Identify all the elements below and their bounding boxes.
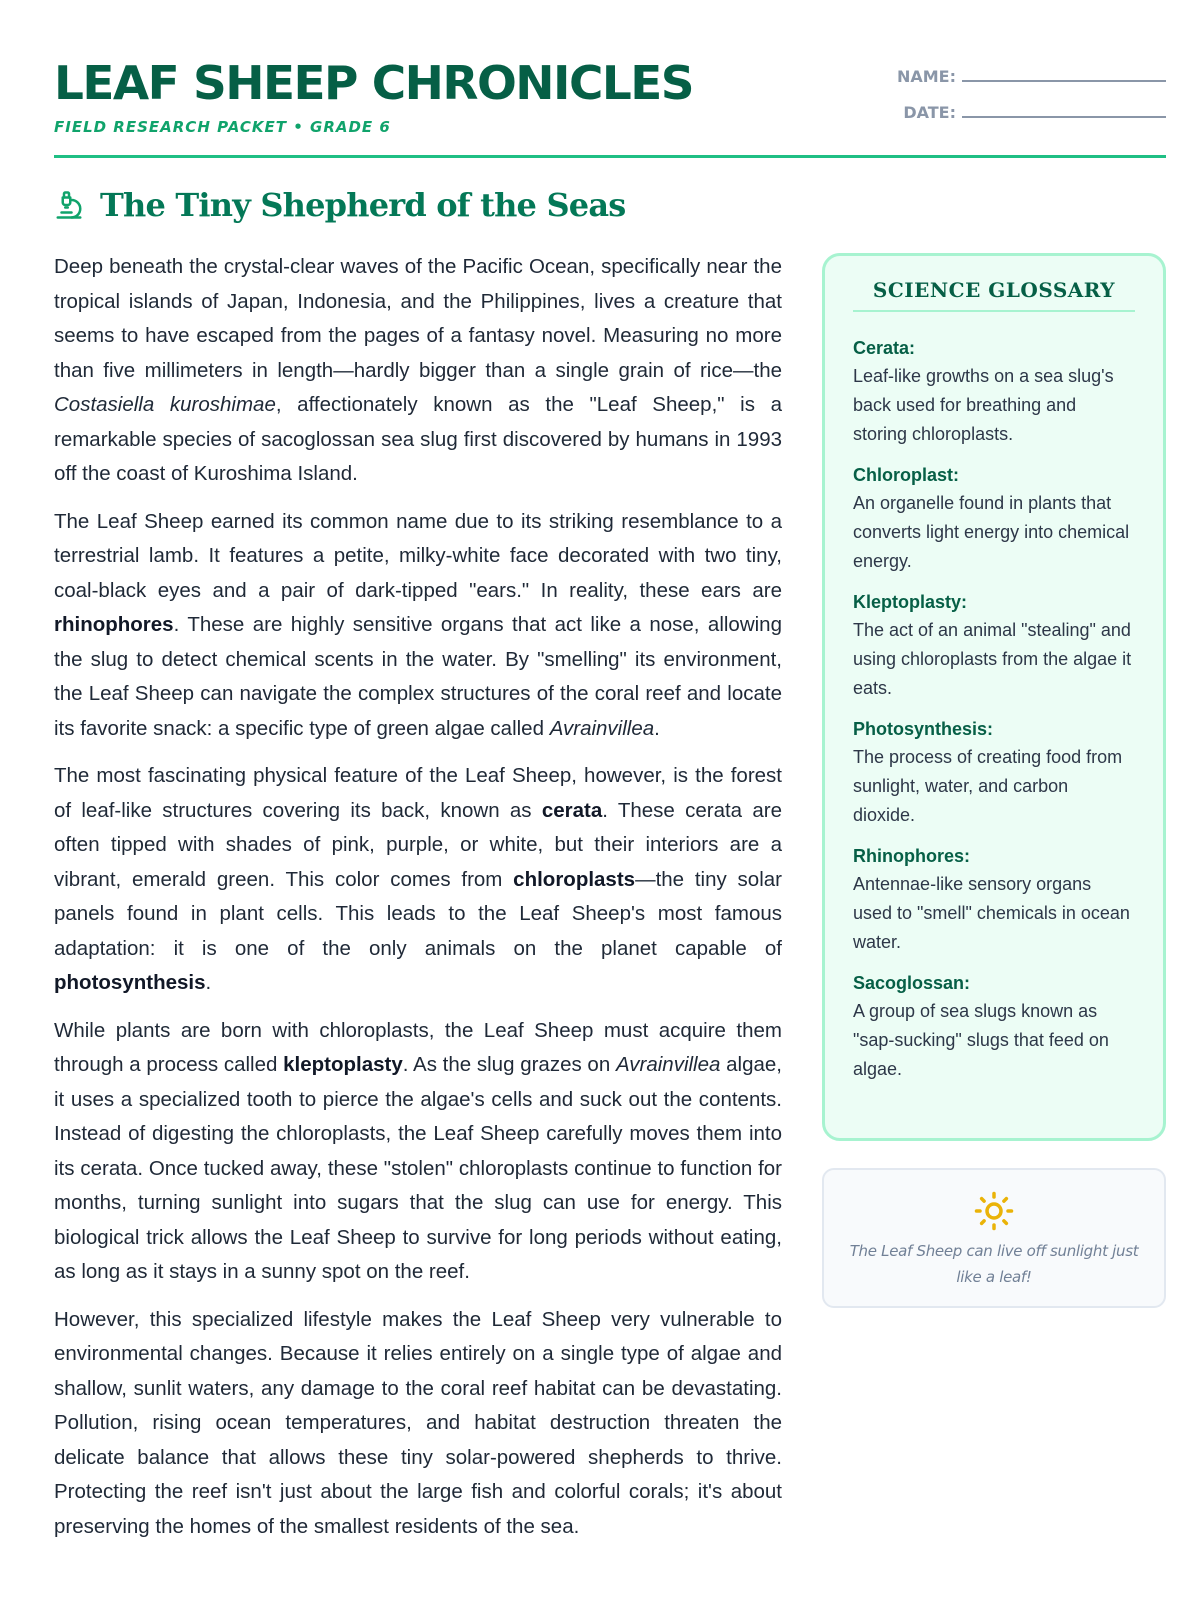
text-run: . As the slug grazes on: [402, 1053, 616, 1076]
document-subtitle: FIELD RESEARCH PACKET • GRADE 6: [54, 118, 391, 136]
text-run: . These cerata are often tipped with shades of pink, purple, or white, but their interiors are a vibrant, emerald green. This color comes from: [54, 798, 782, 891]
document-title: LEAF SHEEP CHRONICLES: [54, 56, 694, 110]
text-run: The Leaf Sheep earned its common name due to its striking resemblance to a terrestrial lamb. It features a petite, milky-white face decorated with two tiny, coal-black eyes and a pair of dark-tipped "ears." In reality, these ears are: [54, 509, 782, 602]
name-blank-line[interactable]: [962, 66, 1166, 82]
article-paragraph: [54, 1303, 782, 1545]
name-field[interactable]: [897, 66, 1166, 102]
text-run: Deep beneath the crystal-clear waves of the Pacific Ocean, specifically near the tropical islands of Japan, Indonesia, and the Philippines, lives a creature that seems to have escaped from the pages of a fantasy novel. Measuring no more than five millimeters in length—hardly bigger than a single grain of rice—the: [54, 255, 782, 382]
date-field[interactable]: [897, 102, 1166, 138]
date-label: DATE:: [903, 103, 956, 122]
glossary-term: Sacoglossan:: [853, 973, 971, 993]
glossary-definition: A group of sea slugs known as "sap-sucking" slugs that feed on algae.: [853, 1001, 1109, 1079]
glossary-title: SCIENCE GLOSSARY: [853, 278, 1135, 312]
sun-icon: [973, 1190, 1015, 1232]
section-title: The Tiny Shepherd of the Seas: [100, 186, 626, 224]
glossary-term: Photosynthesis:: [853, 719, 994, 739]
name-label: NAME:: [896, 67, 956, 86]
glossary-definition: An organelle found in plants that converts light energy into chemical energy.: [853, 493, 1130, 571]
glossary-term: Cerata:: [853, 338, 916, 358]
glossary-entry: [853, 461, 1135, 576]
species-name: Avrainvillea: [615, 1053, 721, 1076]
science-glossary: [822, 253, 1166, 1141]
article-paragraph: [54, 759, 782, 1001]
glossary-entry: [853, 334, 1135, 449]
section-heading: [54, 186, 625, 224]
page-header: [54, 56, 1166, 158]
glossary-definition: Antennae-like sensory organs used to "smell" chemicals in ocean water.: [853, 874, 1130, 952]
article-body: [54, 250, 782, 1557]
glossary-definition: The process of creating food from sunlight, water, and carbon dioxide.: [853, 747, 1123, 825]
text-run: The most fascinating physical feature of the Leaf Sheep, however, is the forest of leaf-like structures covering its back, known as: [54, 764, 782, 822]
glossary-term: Kleptoplasty:: [853, 592, 968, 612]
species-name: Costasiella kuroshimae: [54, 393, 276, 416]
article-paragraph: [54, 1014, 782, 1290]
microscope-icon: [54, 190, 84, 220]
glossary-entry: [853, 969, 1135, 1084]
key-term: cerata: [541, 798, 603, 822]
key-term: photosynthesis: [54, 971, 206, 994]
text-run: However, this specialized lifestyle makes the Leaf Sheep very vulnerable to environmental changes. Because it relies entirely on a single type of algae and shallow, sunlit waters, any damage to the coral reef habitat can be devastating. Pollution, rising ocean temperatures, and habitat destruction threaten the delicate balance that allows these tiny solar-powered shepherds to thrive. Protecting the reef isn't just about the large fish and colorful corals; it's about preserving the homes of the smallest residents of the sea.: [54, 1307, 782, 1538]
glossary-entry: [853, 588, 1135, 703]
glossary-term: Chloroplast:: [853, 465, 959, 485]
text-run: While plants are born with chloroplasts, the Leaf Sheep must acquire them through a process called: [54, 1018, 782, 1076]
species-name: Avrainvillea: [549, 716, 655, 740]
fun-fact-callout: [822, 1168, 1166, 1308]
callout-text: The Leaf Sheep can live off sunlight just like a leaf!: [849, 1242, 1139, 1286]
key-term: chloroplasts: [513, 867, 636, 891]
text-run: .: [205, 971, 212, 994]
glossary-definition: The act of an animal "stealing" and using chloroplasts from the algae it eats.: [853, 620, 1132, 698]
glossary-entry: [853, 842, 1135, 957]
article-paragraph: [54, 250, 782, 492]
text-run: , affectionately known as the "Leaf Sheep," is a remarkable species of sacoglossan sea slug first discovered by humans in 1993 off the coast of Kuroshima Island.: [54, 393, 782, 485]
text-run: .: [654, 716, 660, 740]
glossary-definition: Leaf-like growths on a sea slug's back used for breathing and storing chloroplasts.: [853, 366, 1114, 444]
article-paragraph: [54, 505, 782, 747]
key-term: rhinophores: [54, 613, 174, 636]
student-info-fields: [897, 66, 1166, 138]
date-blank-line[interactable]: [962, 102, 1166, 118]
glossary-entry: [853, 715, 1135, 830]
text-run: algae, it uses a specialized tooth to pierce the algae's cells and suck out the contents. Instead of digesting the chloroplasts, the Leaf Sheep carefully moves them into its cerata. Once tucked away, these "stolen" chloroplasts continue to function for months, turning sunlight into sugars that the slug can use for energy. This biological trick allows the Leaf Sheep to survive for long periods without eating, as long as it stays in a sunny spot on the reef.: [54, 1053, 782, 1283]
key-term: kleptoplasty: [283, 1053, 403, 1076]
glossary-terms: [853, 334, 1135, 1084]
text-run: . These are highly sensitive organs that act like a nose, allowing the slug to detect chemical scents in the water. By "smelling" its environment, the Leaf Sheep can navigate the complex structures of the coral reef and locate its favorite snack: a specific type of green algae called: [54, 613, 782, 740]
glossary-term: Rhinophores:: [853, 846, 970, 866]
text-run: —the tiny solar panels found in plant cells. This leads to the Leaf Sheep's most famous adaptation: it is one of the only animals on the planet capable of: [54, 867, 782, 960]
